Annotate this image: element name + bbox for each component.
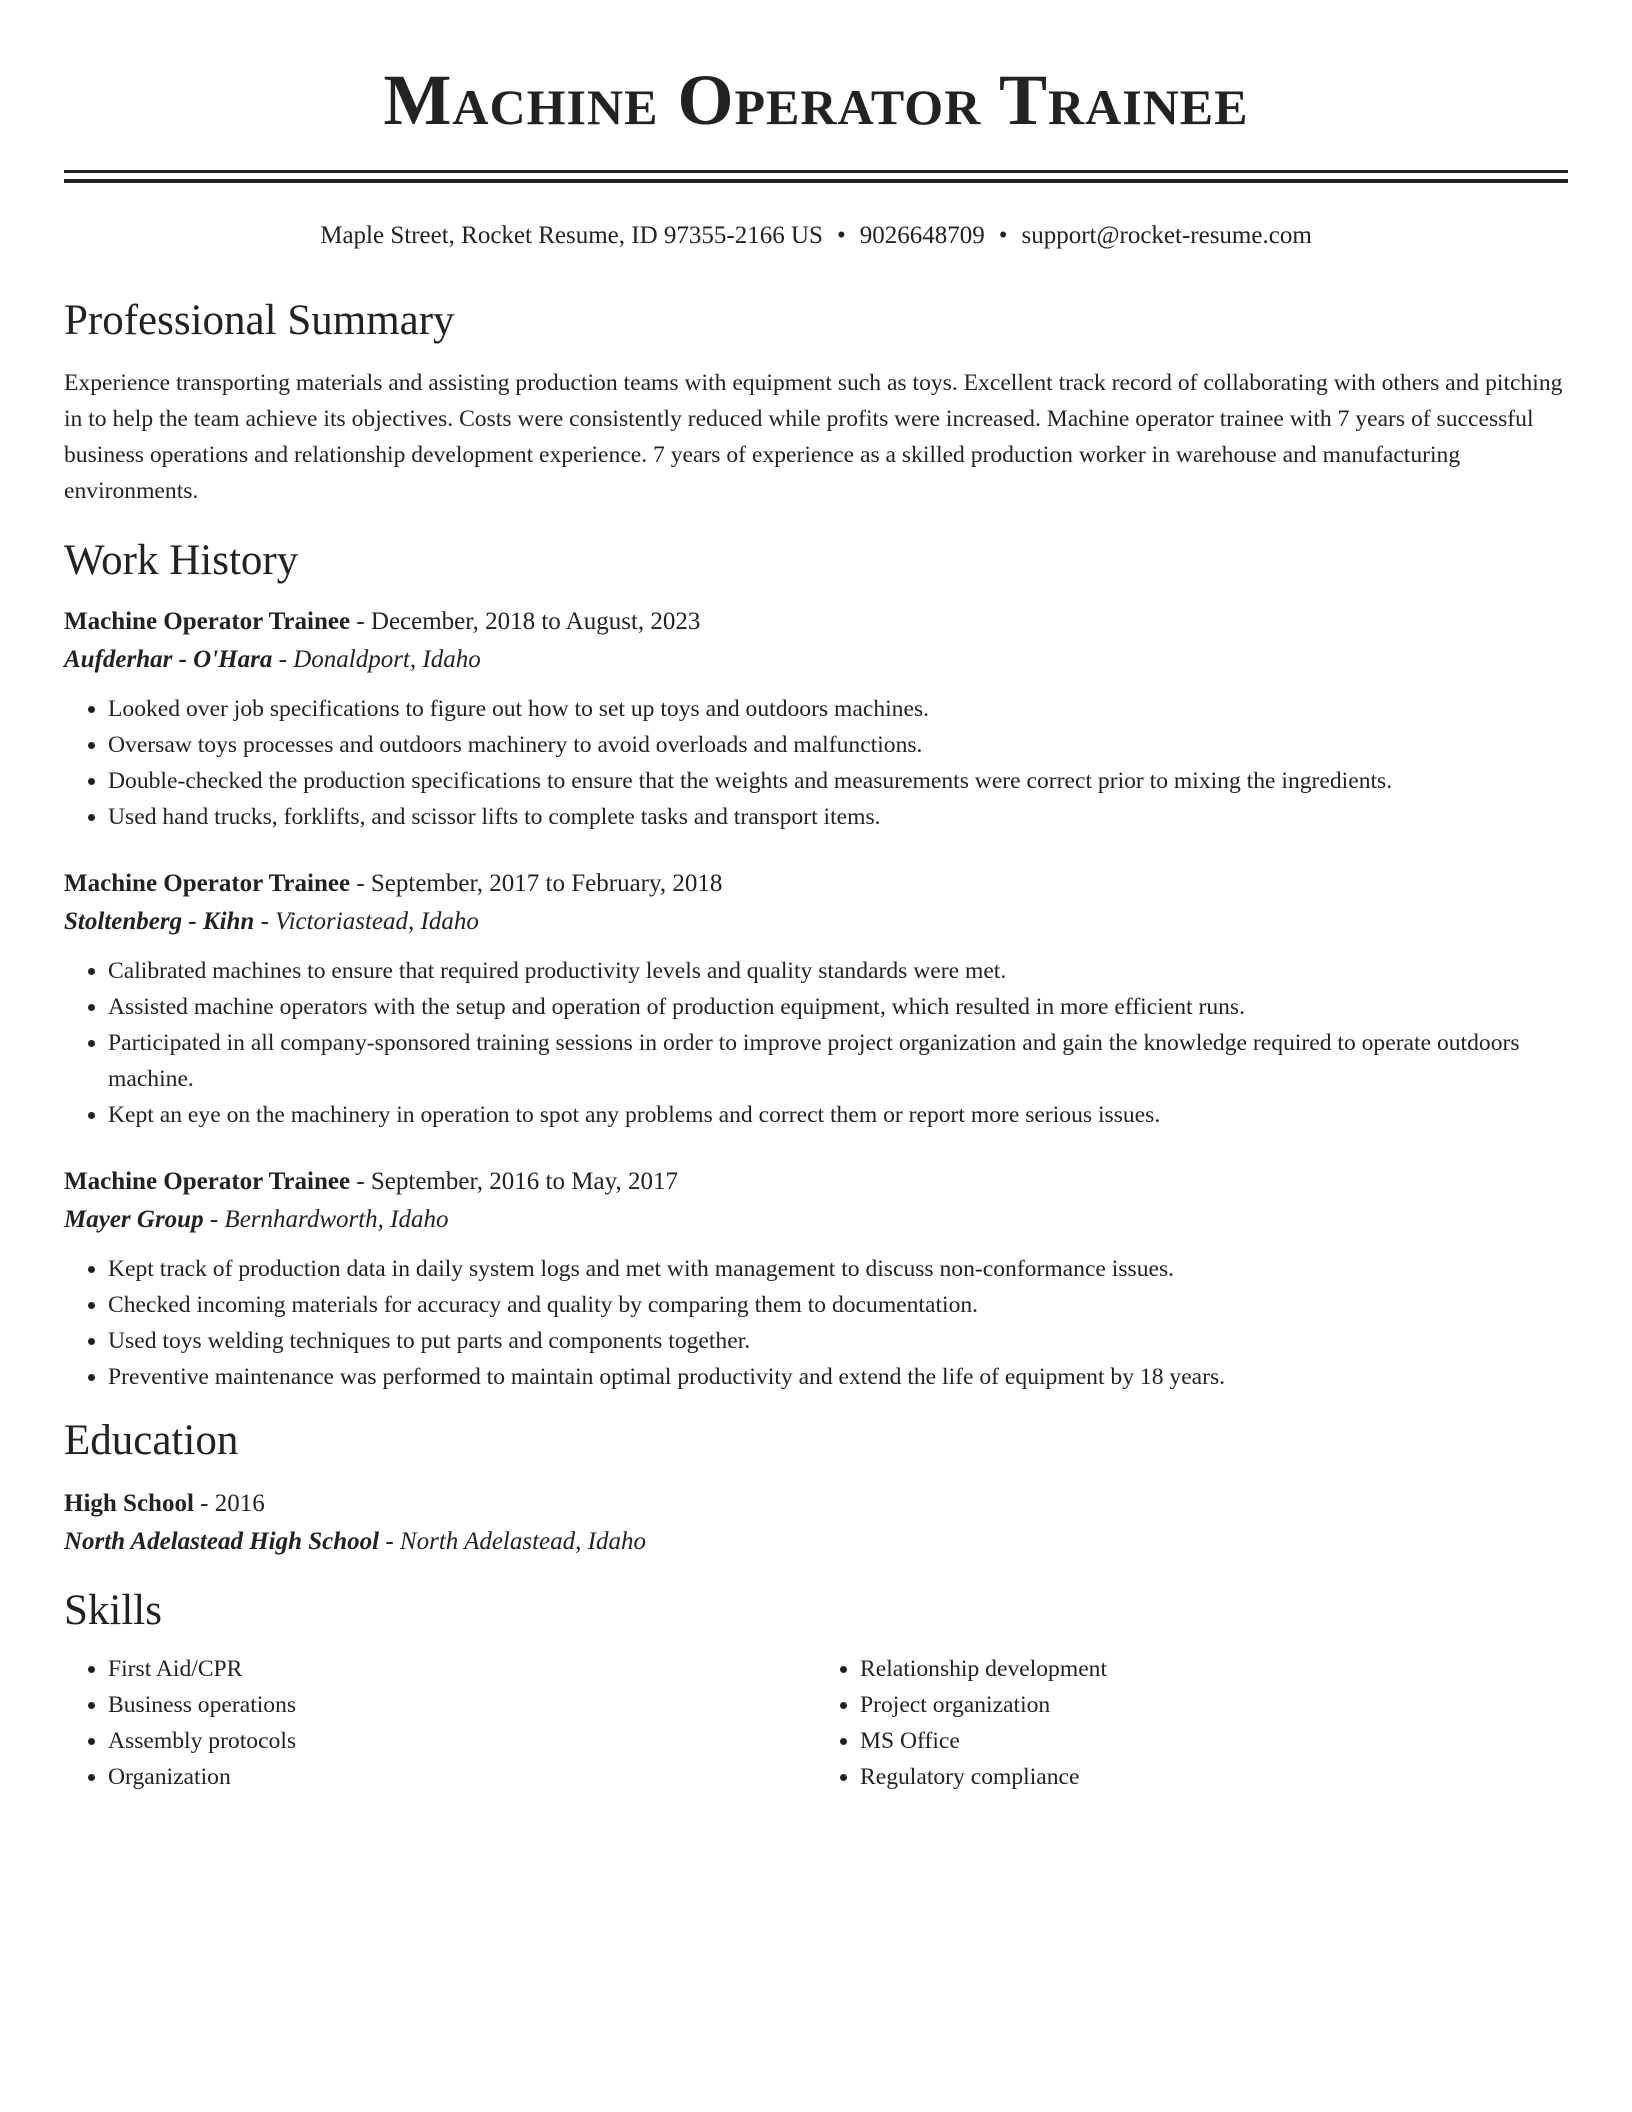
job-location: - Donaldport, Idaho [278, 646, 481, 673]
job-title-line [64, 865, 1568, 903]
job-bullet: • Calibrated machines to ensure that required productivity levels and quality standards were met. [108, 953, 1568, 989]
job-employer-line [64, 641, 1568, 679]
job-bullet: • Kept an eye on the machinery in operation to spot any problems and correct them or report more serious issues. [108, 1097, 1568, 1133]
job-bullet: • Assisted machine operators with the setup and operation of production equipment, which resulted in more efficient runs. [108, 989, 1568, 1025]
job-location: - Bernhardworth, Idaho [209, 1206, 449, 1233]
job-role: Machine Operator Trainee [64, 1168, 351, 1195]
job-bullet: • Preventive maintenance was performed to maintain optimal productivity and extend the life of equipment by 18 years. [108, 1359, 1568, 1395]
job-dates: - December, 2018 to August, 2023 [356, 608, 701, 635]
skill-item: • First Aid/CPR [108, 1651, 816, 1687]
education-degree-line [64, 1485, 1568, 1523]
contact-line [64, 219, 1568, 253]
job-entry [64, 603, 1568, 835]
education-year: - 2016 [200, 1490, 265, 1517]
job-bullet: • Used hand trucks, forklifts, and scissor lifts to complete tasks and transport items. [108, 799, 1568, 835]
job-bullet: • Checked incoming materials for accuracy and quality by comparing them to documentation. [108, 1287, 1568, 1323]
education-school-line [64, 1523, 1568, 1561]
job-bullet: • Double-checked the production specifications to ensure that the weights and measurements were correct prior to mixing the ingredients. [108, 763, 1568, 799]
job-dates: - September, 2016 to May, 2017 [356, 1168, 678, 1195]
job-bullets [64, 1251, 1568, 1395]
skill-item: • Assembly protocols [108, 1723, 816, 1759]
job-dates: - September, 2017 to February, 2018 [356, 870, 723, 897]
header-rule-bottom [64, 179, 1568, 183]
skills-column-left [64, 1651, 816, 1795]
skill-item: • Relationship development [860, 1651, 1568, 1687]
job-entry [64, 865, 1568, 1133]
job-employer: Aufderhar - O'Hara [64, 646, 273, 673]
header-rule-top [64, 170, 1568, 173]
contact-address: Maple Street, Rocket Resume, ID 97355-2166 US [320, 222, 823, 249]
contact-separator: • [836, 222, 846, 249]
contact-email: support@rocket-resume.com [1021, 222, 1312, 249]
job-employer-line [64, 903, 1568, 941]
job-bullets [64, 953, 1568, 1133]
job-role: Machine Operator Trainee [64, 608, 351, 635]
job-entry [64, 1163, 1568, 1395]
skills-column-right [816, 1651, 1568, 1795]
skills-list [64, 1651, 1568, 1795]
job-bullet: • Used toys welding techniques to put parts and components together. [108, 1323, 1568, 1359]
job-title-line [64, 603, 1568, 641]
summary-heading: Professional Summary [64, 297, 455, 344]
skill-item: • Business operations [108, 1687, 816, 1723]
skill-item: • MS Office [860, 1723, 1568, 1759]
job-employer: Mayer Group [64, 1206, 204, 1233]
summary-text: Experience transporting materials and assisting production teams with equipment such as toys. Excellent track record of collaborating with others and pitching in to help the team achieve its objectives. Costs were consistently reduced while profits were increased. Machine operator trainee with 7 years of successful business operations and relationship development experience. 7 years of experience as a skilled production worker in warehouse and manufacturing environments. [64, 370, 1563, 504]
skills-heading: Skills [64, 1587, 162, 1634]
education-entry [64, 1485, 1568, 1561]
work-history-heading: Work History [64, 537, 299, 584]
job-role: Machine Operator Trainee [64, 870, 351, 897]
contact-separator: • [998, 222, 1008, 249]
job-bullet: • Participated in all company-sponsored training sessions in order to improve project organization and gain the knowledge required to operate outdoors machine. [108, 1025, 1568, 1097]
job-employer-line [64, 1201, 1568, 1239]
job-bullet: • Oversaw toys processes and outdoors machinery to avoid overloads and malfunctions. [108, 727, 1568, 763]
job-bullet: • Kept track of production data in daily system logs and met with management to discuss non-conformance issues. [108, 1251, 1568, 1287]
contact-phone: 9026648709 [859, 222, 985, 249]
job-location: - Victoriastead, Idaho [260, 908, 479, 935]
job-bullets [64, 691, 1568, 835]
education-school: North Adelastead High School [64, 1528, 380, 1555]
education-degree: High School [64, 1490, 194, 1517]
job-title-line [64, 1163, 1568, 1201]
skill-item: • Project organization [860, 1687, 1568, 1723]
education-heading: Education [64, 1417, 239, 1464]
skill-item: • Regulatory compliance [860, 1759, 1568, 1795]
job-bullet: • Looked over job specifications to figure out how to set up toys and outdoors machines. [108, 691, 1568, 727]
skill-item: • Organization [108, 1759, 816, 1795]
resume-name: Machine Operator Trainee [383, 60, 1249, 140]
education-location: - North Adelastead, Idaho [385, 1528, 646, 1555]
job-employer: Stoltenberg - Kihn [64, 908, 255, 935]
